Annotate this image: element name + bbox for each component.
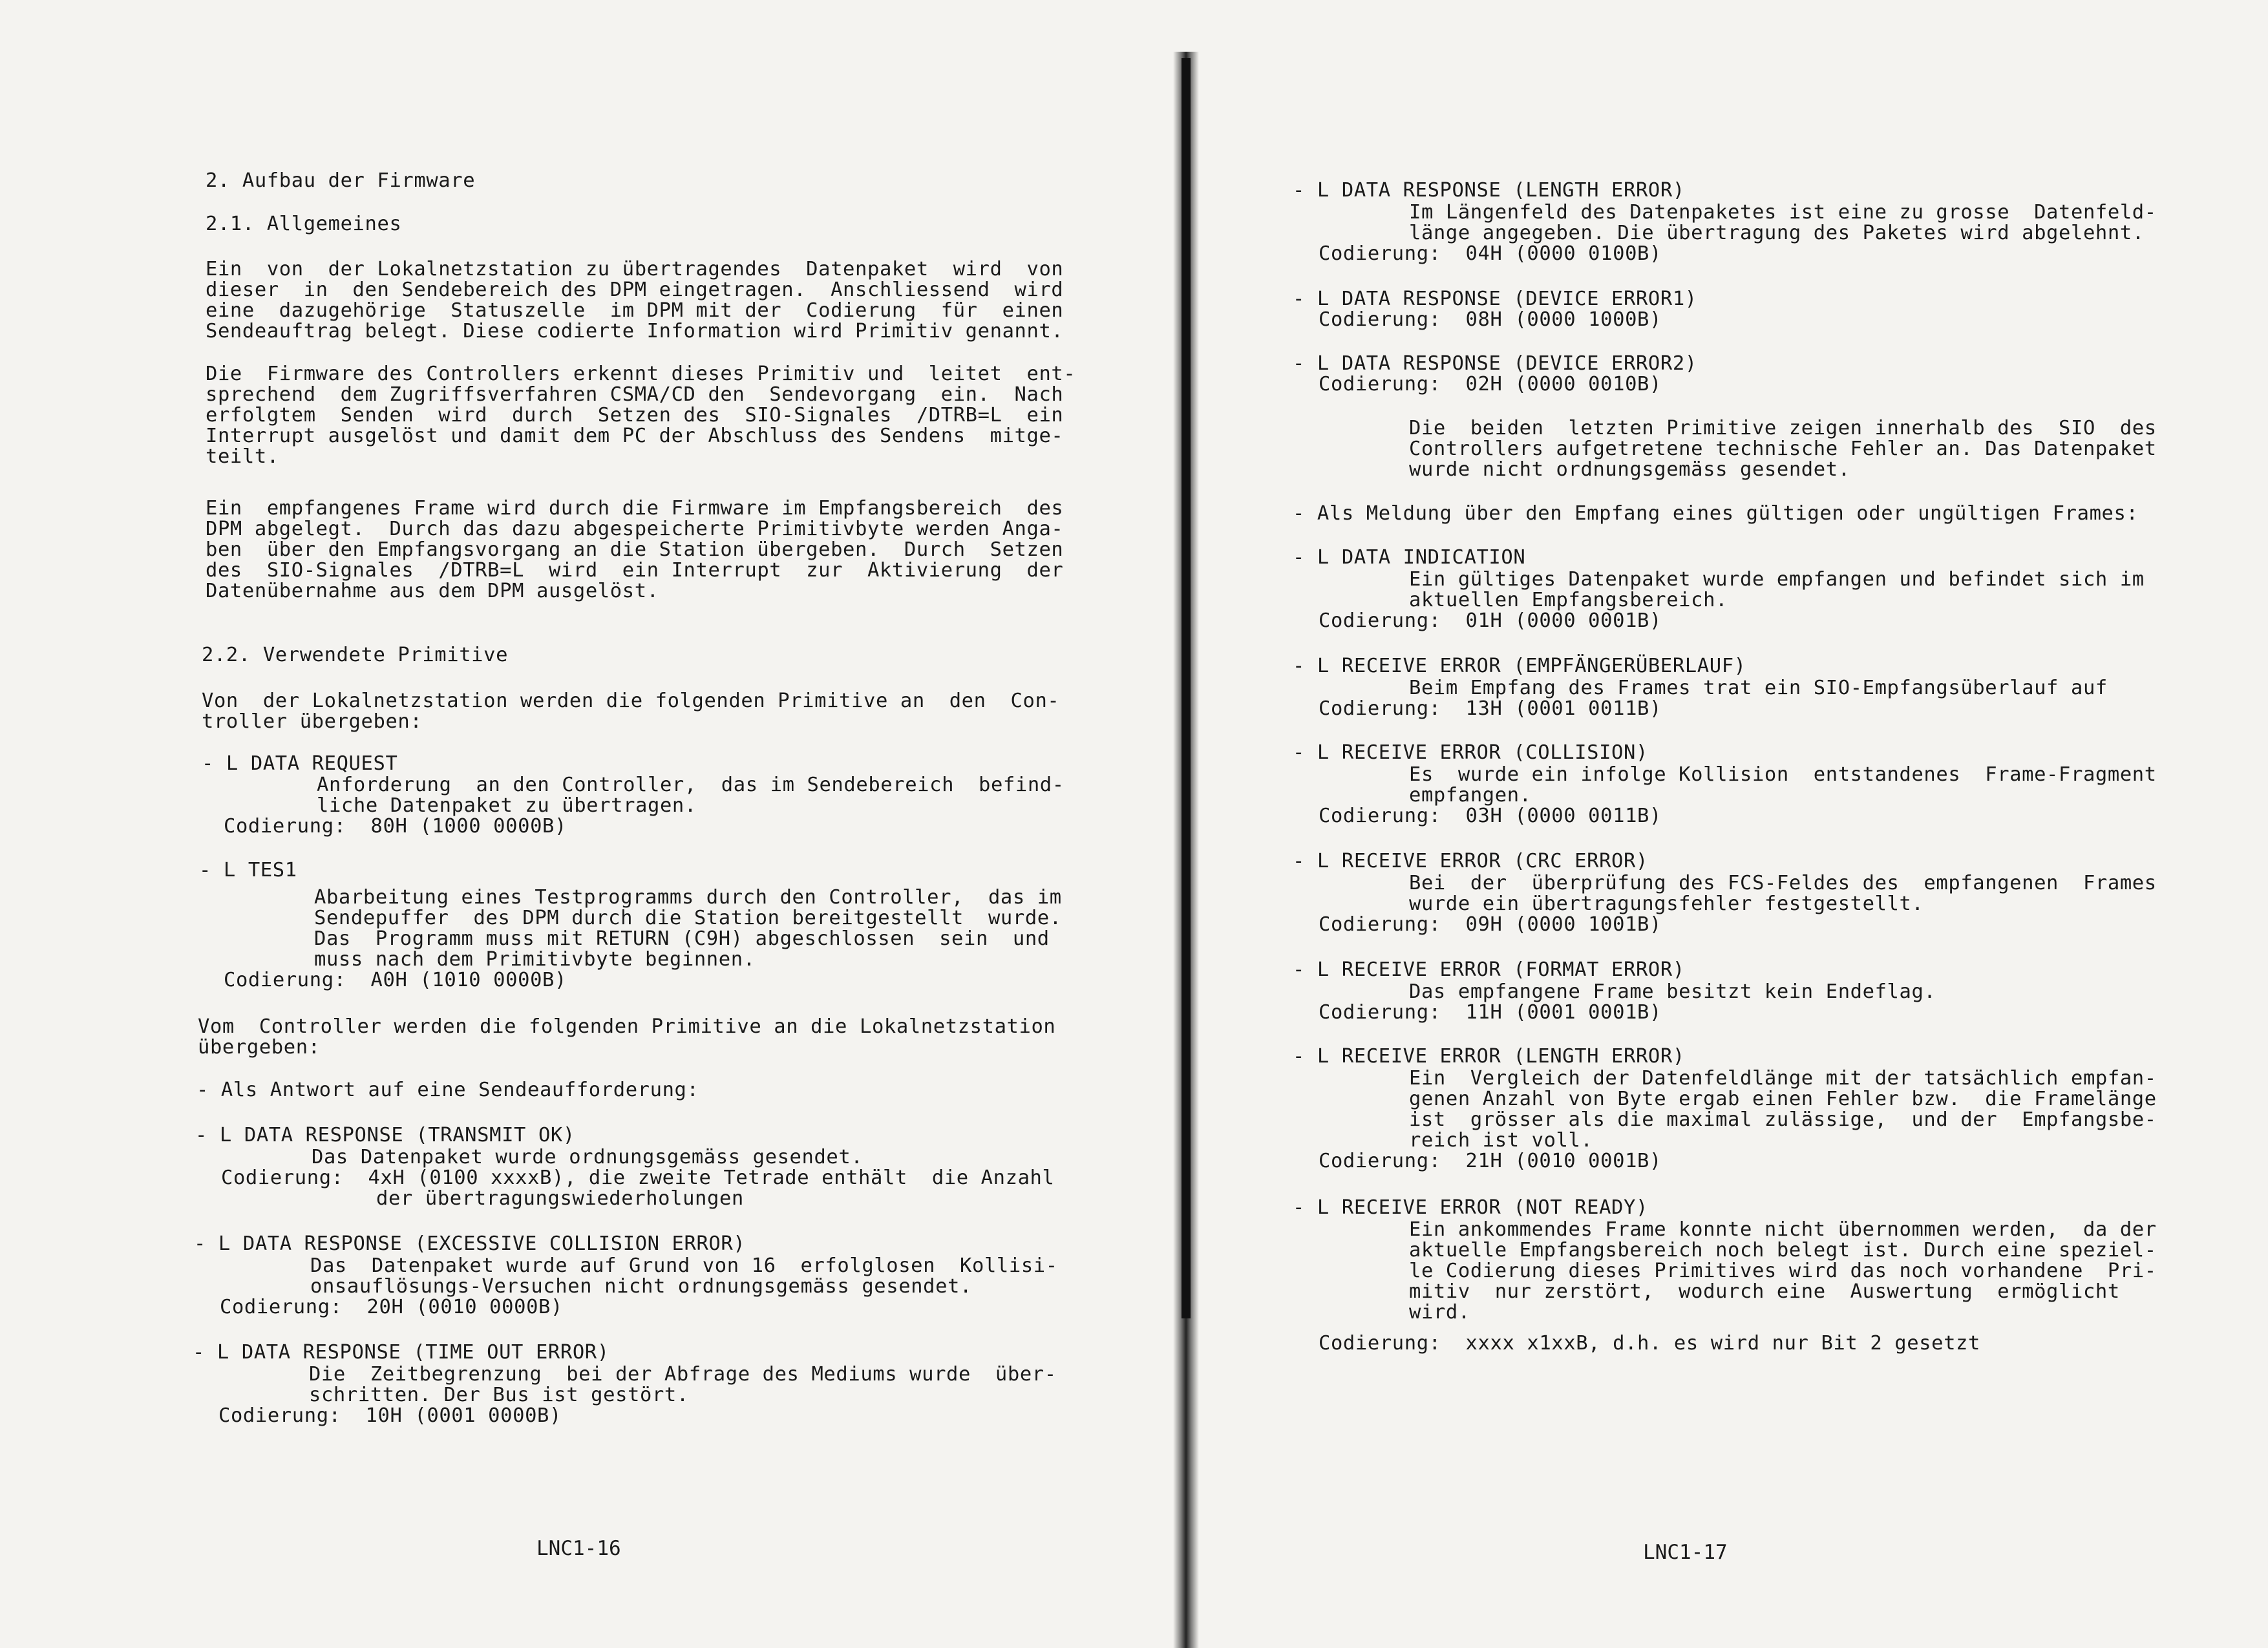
- text-line: Codierung: A0H (1010 0000B): [224, 969, 567, 991]
- text-line: teilt.: [206, 445, 279, 468]
- text-line: - L DATA RESPONSE (EXCESSIVE COLLISION ERROR): [194, 1232, 746, 1255]
- text-line: ist grösser als die maximal zulässige, und der Empfangsbe-: [1409, 1108, 2157, 1131]
- text-line: Codierung: 02H (0000 0010B): [1319, 373, 1662, 396]
- text-line: Ein empfangenes Frame wird durch die Firmware im Empfangsbereich des: [206, 497, 1064, 520]
- text-line: Anforderung an den Controller, das im Sendebereich befind-: [317, 774, 1065, 796]
- text-line: Codierung: 4xH (0100 xxxxB), die zweite Tetrade enthält die Anzahl: [221, 1167, 1055, 1189]
- text-line: Vom Controller werden die folgenden Primitive an die Lokalnetzstation: [198, 1015, 1056, 1038]
- text-line: - L DATA INDICATION: [1293, 546, 1526, 569]
- text-line: wurde ein übertragungsfehler festgestellt.: [1409, 893, 1924, 915]
- text-line: Das Datenpaket wurde ordnungsgemäss gesendet.: [312, 1146, 864, 1168]
- text-line: - L RECEIVE ERROR (FORMAT ERROR): [1293, 958, 1685, 981]
- text-line: - L DATA RESPONSE (DEVICE ERROR2): [1293, 352, 1697, 375]
- text-line: Ein von der Lokalnetzstation zu übertragendes Datenpaket wird von: [206, 258, 1064, 280]
- text-line: übergeben:: [198, 1036, 321, 1059]
- text-line: Datenübernahme aus dem DPM ausgelöst.: [206, 580, 659, 602]
- text-line: - Als Antwort auf eine Sendeaufforderung:: [196, 1079, 699, 1101]
- text-line: troller übergeben:: [202, 710, 423, 733]
- text-line: Interrupt ausgelöst und damit dem PC der Abschluss des Sendens mitge-: [206, 425, 1064, 447]
- text-line: 2.1. Allgemeines: [206, 213, 402, 235]
- text-line: - L DATA RESPONSE (DEVICE ERROR1): [1293, 288, 1697, 310]
- text-line: Codierung: 13H (0001 0011B): [1319, 697, 1662, 720]
- text-line: Ein gültiges Datenpaket wurde empfangen und befindet sich im: [1409, 568, 2145, 591]
- right-page-number: LNC1-17: [1643, 1541, 1728, 1564]
- text-line: Codierung: 03H (0000 0011B): [1319, 805, 1662, 827]
- text-line: Codierung: 01H (0000 0001B): [1319, 609, 1662, 632]
- book-spine-shadow: [1182, 58, 1191, 1318]
- text-line: Die Zeitbegrenzung bei der Abfrage des Mediums wurde über-: [309, 1363, 1057, 1386]
- text-line: länge angegeben. Die übertragung des Paketes wird abgelehnt.: [1409, 222, 2145, 244]
- text-line: liche Datenpaket zu übertragen.: [317, 794, 697, 817]
- text-line: - L RECEIVE ERROR (CRC ERROR): [1293, 850, 1648, 872]
- text-line: DPM abgelegt. Durch das dazu abgespeicherte Primitivbyte werden Anga-: [206, 518, 1064, 540]
- text-line: Von der Lokalnetzstation werden die folgenden Primitive an den Con-: [202, 690, 1060, 712]
- text-line: wurde nicht ordnungsgemäss gesendet.: [1409, 458, 1850, 481]
- text-line: Codierung: 21H (0010 0001B): [1319, 1150, 1662, 1172]
- left-page-number: LNC1-16: [536, 1537, 621, 1560]
- text-line: Das Datenpaket wurde auf Grund von 16 erfolglosen Kollisi-: [310, 1254, 1058, 1277]
- text-line: Codierung: 11H (0001 0001B): [1319, 1001, 1662, 1024]
- text-line: Beim Empfang des Frames trat ein SIO-Empfangsüberlauf auf: [1409, 677, 2108, 699]
- text-line: - L TES1: [199, 859, 297, 882]
- text-line: genen Anzahl von Byte ergab einen Fehler bzw. die Framelänge: [1409, 1088, 2157, 1110]
- text-line: Codierung: 08H (0000 1000B): [1319, 308, 1662, 331]
- text-line: Das empfangene Frame besitzt kein Endeflag.: [1409, 980, 1936, 1003]
- text-line: - Als Meldung über den Empfang eines gültigen oder ungültigen Frames:: [1293, 502, 2139, 525]
- text-line: Sendeauftrag belegt. Diese codierte Information wird Primitiv genannt.: [206, 320, 1064, 343]
- text-line: - L DATA RESPONSE (TIME OUT ERROR): [193, 1341, 609, 1364]
- text-line: Bei der überprüfung des FCS-Feldes des empfangenen Frames: [1409, 872, 2157, 894]
- text-line: Abarbeitung eines Testprogramms durch den Controller, das im: [314, 886, 1062, 909]
- text-line: des SIO-Signales /DTRB=L wird ein Interrupt zur Aktivierung der: [206, 559, 1064, 582]
- text-line: Im Längenfeld des Datenpaketes ist eine zu grosse Datenfeld-: [1409, 201, 2157, 224]
- text-line: Codierung: 10H (0001 0000B): [218, 1404, 562, 1427]
- text-line: - L RECEIVE ERROR (LENGTH ERROR): [1293, 1045, 1685, 1068]
- text-line: Codierung: 04H (0000 0100B): [1319, 242, 1662, 265]
- text-line: 2.2. Verwendete Primitive: [202, 644, 509, 666]
- text-line: Es wurde ein infolge Kollision entstandenes Frame-Fragment: [1409, 763, 2157, 786]
- text-line: Ein ankommendes Frame konnte nicht übernommen werden, da der: [1409, 1218, 2157, 1241]
- text-line: aktuellen Empfangsbereich.: [1409, 589, 1728, 611]
- text-line: le Codierung dieses Primitives wird das noch vorhandene Pri-: [1409, 1260, 2157, 1282]
- text-line: - L RECEIVE ERROR (EMPFÄNGERÜBERLAUF): [1293, 655, 1746, 677]
- text-line: wird.: [1409, 1301, 1470, 1324]
- text-line: - L RECEIVE ERROR (NOT READY): [1293, 1196, 1648, 1219]
- text-line: - L DATA REQUEST: [202, 752, 398, 775]
- text-line: Sendepuffer des DPM durch die Station bereitgestellt wurde.: [314, 907, 1062, 929]
- text-line: der übertragungswiederholungen: [376, 1187, 744, 1210]
- text-line: - L DATA RESPONSE (LENGTH ERROR): [1293, 179, 1685, 202]
- text-line: mitiv nur zerstört, wodurch eine Auswertung ermöglicht: [1409, 1280, 2120, 1303]
- text-line: - L RECEIVE ERROR (COLLISION): [1293, 741, 1648, 764]
- text-line: Ein Vergleich der Datenfeldlänge mit der tatsächlich empfan-: [1409, 1067, 2157, 1090]
- text-line: reich ist voll.: [1409, 1129, 1593, 1152]
- text-line: erfolgtem Senden wird durch Setzen des SIO-Signales /DTRB=L ein: [206, 404, 1064, 427]
- text-line: Die beiden letzten Primitive zeigen innerhalb des SIO des: [1409, 417, 2157, 439]
- text-line: onsauflösungs-Versuchen nicht ordnungsgemäss gesendet.: [310, 1275, 972, 1298]
- text-line: eine dazugehörige Statuszelle im DPM mit der Codierung für einen: [206, 299, 1064, 322]
- right-page: [1209, 0, 2268, 1648]
- text-line: aktuelle Empfangsbereich noch belegt ist. Durch eine speziel-: [1409, 1239, 2157, 1262]
- text-line: Codierung: xxxx x1xxB, d.h. es wird nur Bit 2 gesetzt: [1319, 1332, 1980, 1355]
- text-line: 2. Aufbau der Firmware: [206, 169, 476, 192]
- text-line: Codierung: 80H (1000 0000B): [224, 815, 567, 838]
- text-line: ben über den Empfangsvorgang an die Station übergeben. Durch Setzen: [206, 538, 1064, 561]
- text-line: Die Firmware des Controllers erkennt dieses Primitiv und leitet ent-: [206, 363, 1076, 385]
- text-line: Controllers aufgetretene technische Fehler an. Das Datenpaket: [1409, 438, 2157, 460]
- text-line: Codierung: 09H (0000 1001B): [1319, 913, 1662, 936]
- text-line: dieser in den Sendebereich des DPM eingetragen. Anschliessend wird: [206, 279, 1064, 301]
- text-line: sprechend dem Zugriffsverfahren CSMA/CD den Sendevorgang ein. Nach: [206, 383, 1064, 406]
- text-line: Codierung: 20H (0010 0000B): [220, 1296, 563, 1318]
- text-line: schritten. Der Bus ist gestört.: [309, 1384, 689, 1406]
- text-line: muss nach dem Primitivbyte beginnen.: [314, 948, 756, 971]
- text-line: empfangen.: [1409, 784, 1532, 807]
- text-line: - L DATA RESPONSE (TRANSMIT OK): [195, 1124, 575, 1146]
- text-line: Das Programm muss mit RETURN (C9H) abgeschlossen sein und: [314, 927, 1050, 950]
